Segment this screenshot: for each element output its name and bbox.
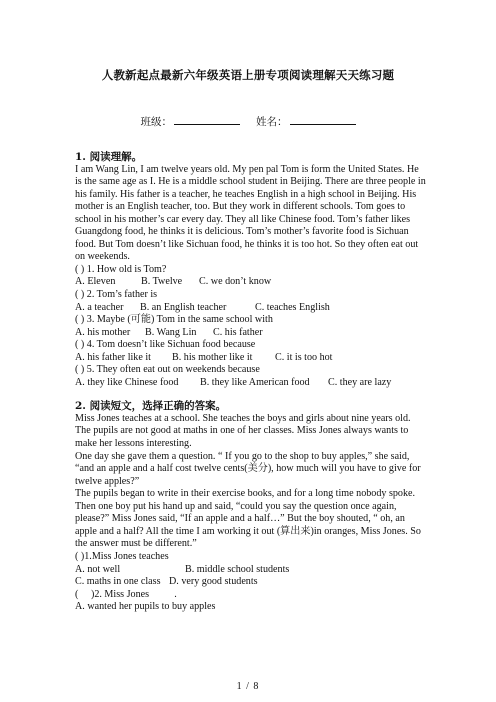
class-label: 班级： bbox=[140, 116, 172, 128]
question-4-options bbox=[75, 352, 427, 365]
option: A. not well bbox=[75, 563, 121, 575]
option: A. Eleven bbox=[75, 276, 116, 288]
question-3-options bbox=[75, 327, 427, 340]
question-5: ( ) 5. They often eat out on weekends because bbox=[75, 364, 260, 376]
question-2-options bbox=[75, 302, 427, 315]
section-2-paragraph-1: Miss Jones teaches at a school. She teaches the boys and girls about nine years old. The pupils are not good at maths in one of her classes. Miss Jones always wants to make her lessons interesting. bbox=[75, 412, 411, 450]
section-2-question-1-options-row-2 bbox=[75, 576, 427, 589]
question-5-options bbox=[75, 377, 427, 390]
section-2-heading: 2. 阅读短文，选择正确的答案。 bbox=[75, 400, 227, 413]
name-label: 姓名： bbox=[256, 116, 288, 128]
section-2-question-2-option-a: A. wanted her pupils to buy apples bbox=[75, 601, 216, 613]
option: C. teaches English bbox=[255, 301, 330, 313]
page-number: 1 / 8 bbox=[236, 681, 260, 692]
option: B. an English teacher bbox=[140, 301, 227, 313]
question-4: ( ) 4. Tom doesn’t like Sichuan food because bbox=[75, 339, 256, 351]
question-3: ( ) 3. Maybe (可能) Tom in the same school with bbox=[75, 314, 273, 326]
section-2-question-1: ( )1.Miss Jones teaches bbox=[75, 550, 169, 562]
section-1-heading: 1. 阅读理解。 bbox=[75, 151, 143, 163]
option: B. Wang Lin bbox=[145, 326, 197, 338]
section-1-passage: I am Wang Lin, I am twelve years old. My pen pal Tom is form the United States. He is the same age as I. He is a middle school student in Beijing. There are three people in his family. His father is a teacher, he teaches English in a high school in Beijing. His mother is an English teacher, too. But they work in different schools. Tom goes to school in his mother’s car every day. They all like Chinese food. Tom’s father likes Guangdong food, he thinks it is delicious. Tom’s mother’s favorite food is Sichuan food. But Tom doesn’t like Sichuan food, he thinks it is too hot. So they often eat out on weekends. bbox=[75, 163, 426, 263]
option: C. we don’t know bbox=[199, 276, 272, 288]
option: A. a teacher bbox=[75, 301, 124, 313]
page-title: 人教新起点最新六年级英语上册专项阅读理解天天练习题 bbox=[101, 68, 395, 82]
document-body bbox=[75, 151, 427, 614]
option: C. it is too hot bbox=[275, 351, 333, 363]
class-blank bbox=[174, 114, 240, 125]
option: D. very good students bbox=[169, 576, 258, 588]
option: C. they are lazy bbox=[328, 376, 392, 388]
section-2-question-2: ( )2. Miss Jones . bbox=[75, 588, 177, 600]
section-2-question-1-options-row-1 bbox=[75, 564, 427, 577]
question-1: ( ) 1. How old is Tom? bbox=[75, 263, 167, 275]
option: C. maths in one class bbox=[75, 576, 161, 588]
name-blank bbox=[290, 114, 356, 125]
section-2-paragraph-3: The pupils began to write in their exercise books, and for a long time nobody spoke. Then one boy put his hand up and said, “could you say the question once again, please?” Miss Jones said, “If an apple and a half…” But the boy shouted, “ oh, an apple and a half? All the time I am working it out (算出来)in oranges, Miss Jones. So the answer must be different.” bbox=[75, 488, 421, 550]
question-2: ( ) 2. Tom’s father is bbox=[75, 289, 158, 301]
question-1-options bbox=[75, 276, 427, 289]
section-2-paragraph-2: One day she gave them a question. “ If you go to the shop to buy apples,” she said, “and an apple and a half cost twelve cents(美分), how much will you have to give for twelve apples?” bbox=[75, 450, 421, 487]
option: C. his father bbox=[213, 326, 263, 338]
student-info-line bbox=[0, 114, 496, 129]
option: A. his mother bbox=[75, 326, 131, 338]
option: B. his mother like it bbox=[172, 351, 253, 363]
option: A. his father like it bbox=[75, 351, 151, 363]
option: B. Twelve bbox=[141, 276, 183, 288]
option: A. they like Chinese food bbox=[75, 376, 179, 388]
option: B. they like American food bbox=[200, 376, 310, 388]
option: B. middle school students bbox=[185, 563, 290, 575]
